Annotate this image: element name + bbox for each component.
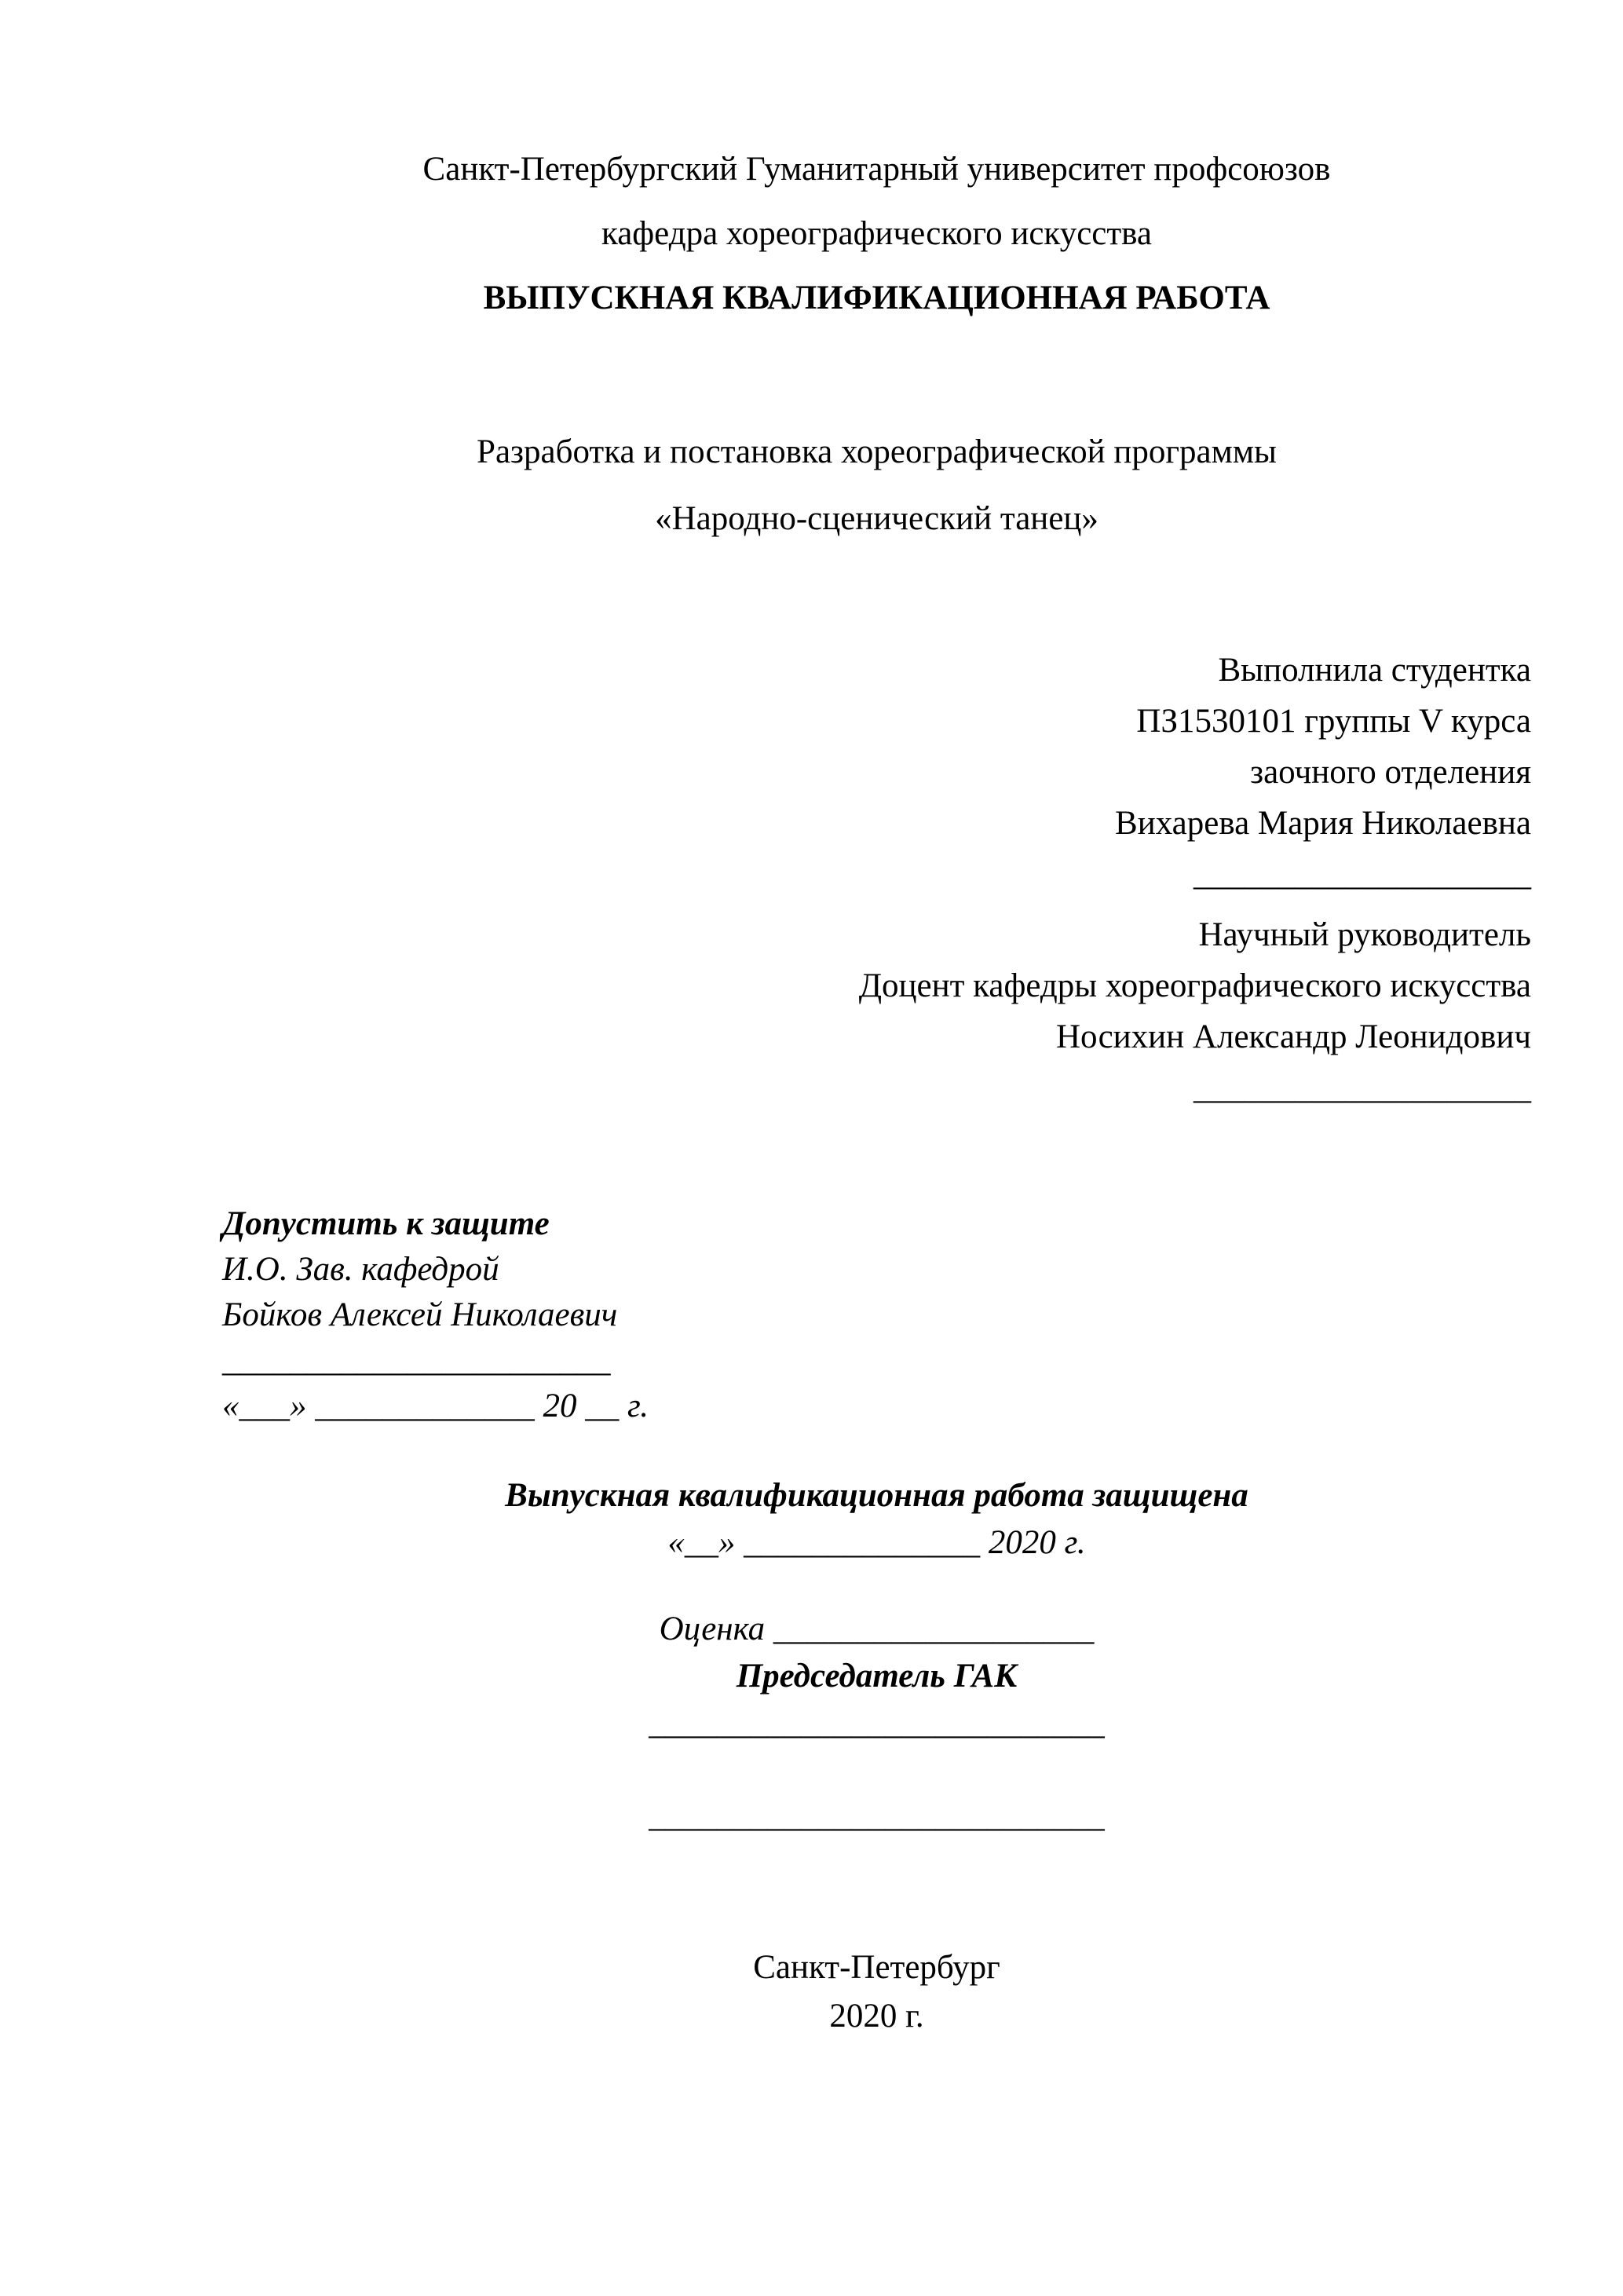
defense-chairman-label: Председатель ГАК	[736, 1658, 1018, 1695]
footer-block	[222, 1943, 1531, 2041]
defense-signature-line-2: ___________________________	[649, 1797, 1105, 1834]
student-department-form: заочного отделения	[1250, 754, 1531, 791]
footer-city: Санкт-Петербург	[753, 1949, 1000, 1986]
university-name: Санкт-Петербургский Гуманитарный университет профсоюзов	[422, 151, 1331, 188]
advisor-signature-line: ____________________	[1193, 1069, 1531, 1106]
admission-name: Бойков Алексей Николаевич	[222, 1296, 618, 1333]
student-role: Выполнила студентка	[1218, 652, 1531, 689]
defense-date-line: «__» ______________ 2020 г.	[667, 1524, 1086, 1561]
work-type-heading: ВЫПУСКНАЯ КВАЛИФИКАЦИОННАЯ РАБОТА	[483, 280, 1270, 316]
student-name: Вихарева Мария Николаевна	[1115, 805, 1531, 842]
defense-grade-line: Оценка ___________________	[659, 1610, 1095, 1647]
footer-year: 2020 г.	[829, 1998, 924, 2035]
advisor-block	[222, 909, 1531, 1113]
student-group: ПЗ1530101 группы V курса	[1136, 703, 1531, 740]
student-signature-line: ____________________	[1193, 856, 1531, 893]
title-block	[222, 419, 1531, 552]
admission-date-line: «___» _____________ 20 __ г.	[222, 1387, 649, 1424]
defense-heading: Выпускная квалификационная работа защищена	[505, 1477, 1248, 1514]
defense-signature-line-1: ___________________________	[649, 1705, 1105, 1742]
advisor-role: Научный руководитель	[1198, 916, 1531, 953]
advisor-position: Доцент кафедры хореографического искусства	[858, 967, 1531, 1004]
admission-block	[222, 1201, 1531, 1429]
admission-signature-line: _______________________	[222, 1342, 611, 1379]
student-block	[222, 645, 1531, 900]
defense-block	[222, 1472, 1531, 1840]
thesis-title-line2: «Народно-сценический танец»	[655, 500, 1098, 537]
advisor-name: Носихин Александр Леонидович	[1055, 1018, 1531, 1055]
header-block	[222, 137, 1531, 331]
thesis-title-line1: Разработка и постановка хореографической программы	[477, 433, 1277, 470]
department-name: кафедра хореографического искусства	[601, 215, 1153, 252]
admission-position: И.О. Зав. кафедрой	[222, 1251, 499, 1288]
admission-heading: Допустить к защите	[222, 1205, 550, 1242]
